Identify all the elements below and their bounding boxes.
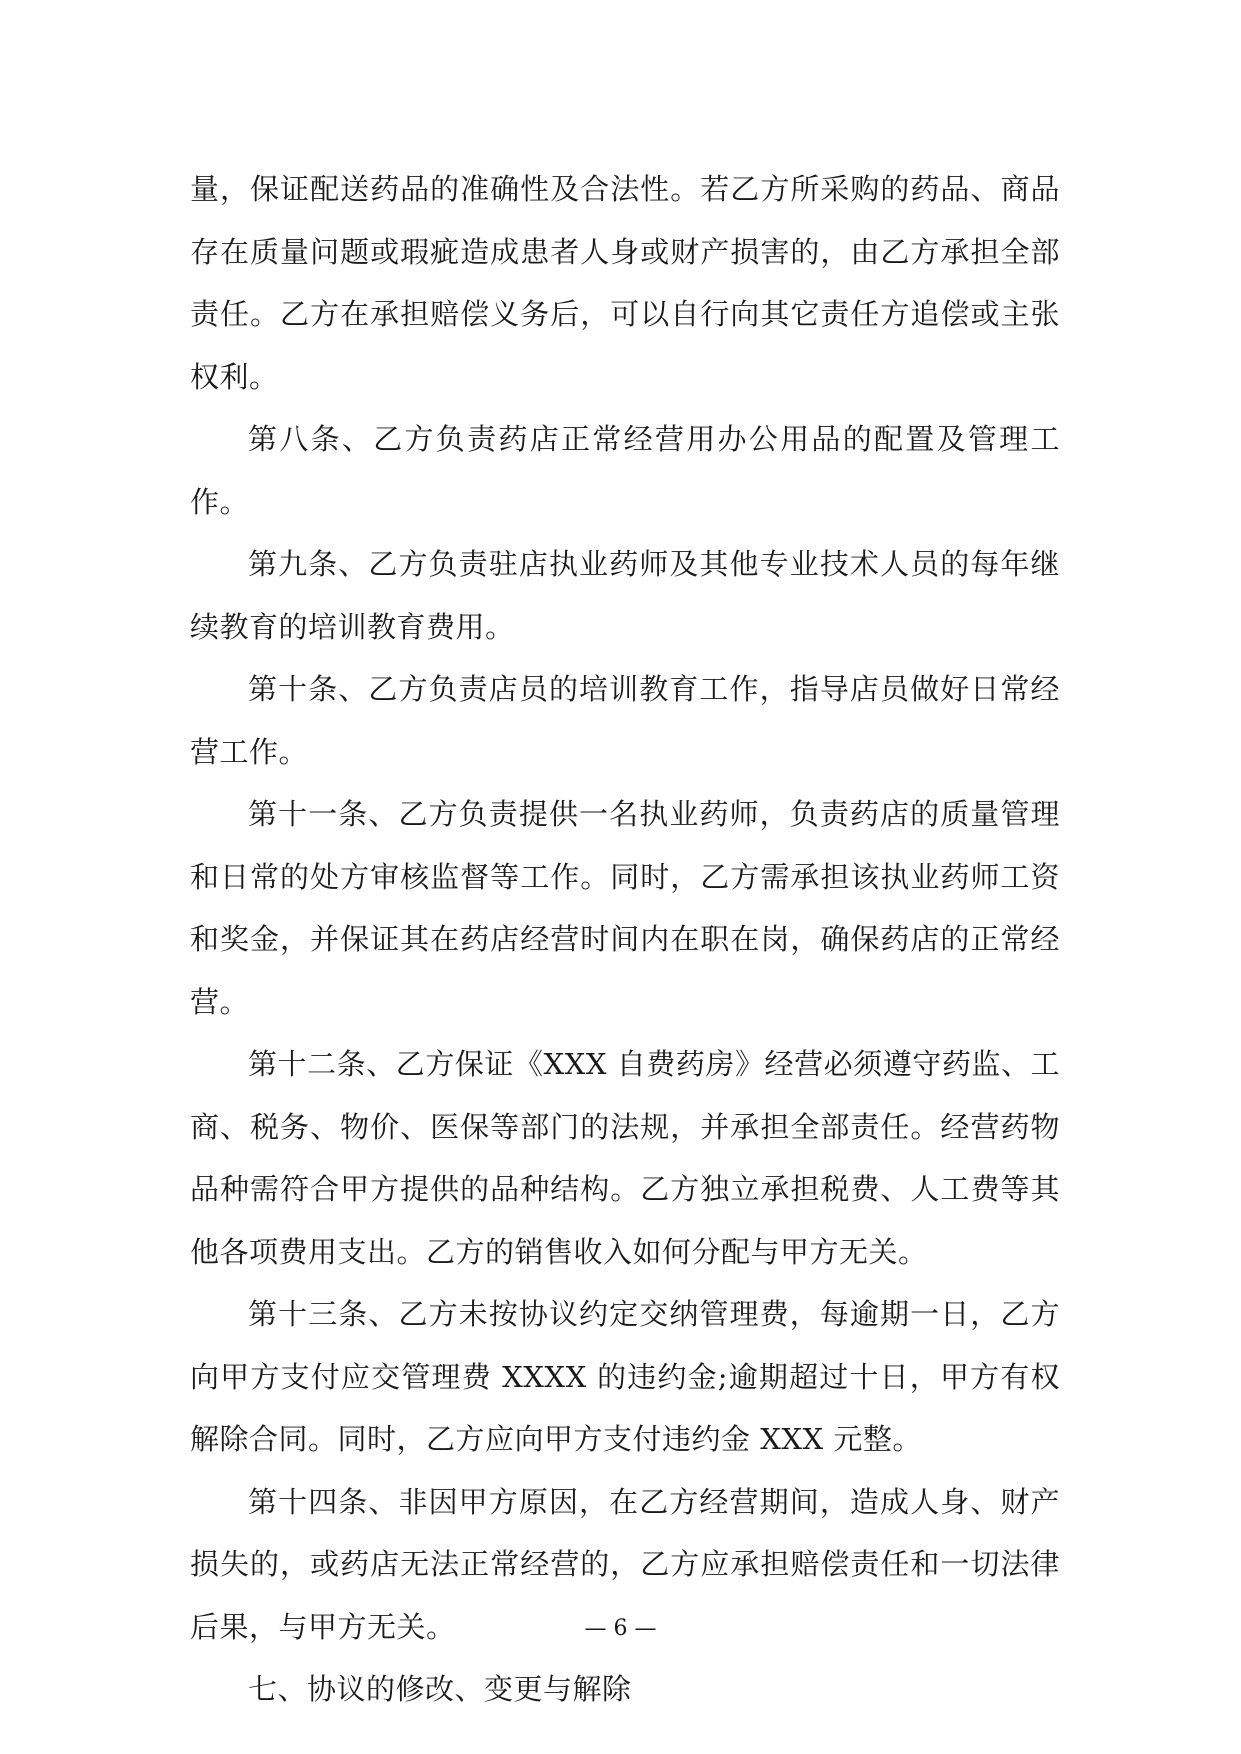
- paragraph-article-14: 第十四条、非因甲方原因，在乙方经营期间，造成人身、财产损失的，或药店无法正常经营的，乙方应承担赔偿责任和一切法律后果，与甲方无关。: [190, 1484, 1060, 1644]
- document-body: [190, 158, 1060, 1721]
- paragraph-article-10: 第十条、乙方负责店员的培训教育工作，指导店员做好日常经营工作。: [190, 672, 1060, 769]
- paragraph-article-8: 第八条、乙方负责药店正常经营用办公用品的配置及管理工作。: [190, 422, 1060, 519]
- paragraph-article-9: 第九条、乙方负责驻店执业药师及其他专业技术人员的每年继续教育的培训教育费用。: [190, 547, 1060, 644]
- section-heading-7: 七、协议的修改、变更与解除: [248, 1672, 632, 1706]
- page-number: — 6 —: [584, 1616, 657, 1641]
- paragraph-continuation: 量，保证配送药品的准确性及合法性。若乙方所采购的药品、商品存在质量问题或瑕疵造成患者人身或财产损害的，由乙方承担全部责任。乙方在承担赔偿义务后，可以自行向其它责任方追偿或主张权利。: [190, 172, 1060, 394]
- paragraph-article-13: 第十三条、乙方未按协议约定交纳管理费，每逾期一日，乙方向甲方支付应交管理费 XXXX 的违约金;逾期超过十日，甲方有权解除合同。同时，乙方应向甲方支付违约金 XXX 元整。: [190, 1297, 1060, 1456]
- paragraph-article-11: 第十一条、乙方负责提供一名执业药师，负责药店的质量管理和日常的处方审核监督等工作。同时，乙方需承担该执业药师工资和奖金，并保证其在药店经营时间内在职在岗，确保药店的正常经营。: [190, 797, 1060, 1019]
- paragraph-article-12: 第十二条、乙方保证《XXX 自费药房》经营必须遵守药监、工商、税务、物价、医保等部门的法规，并承担全部责任。经营药物品种需符合甲方提供的品种结构。乙方独立承担税费、人工费等其他各项费用支出。乙方的销售收入如何分配与甲方无关。: [190, 1047, 1060, 1269]
